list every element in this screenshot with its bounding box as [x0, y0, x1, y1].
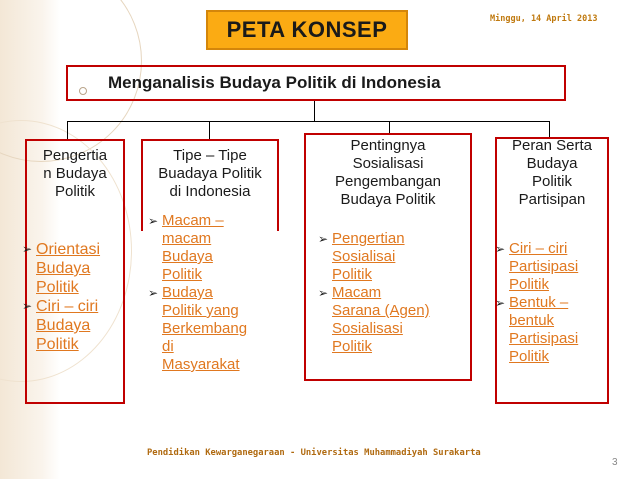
footer-text: Pendidikan Kewarganegaraan - Universitas Muhammadiyah Surakarta: [147, 448, 481, 458]
branch-heading-1: Pengertia n Budaya Politik: [42, 147, 108, 200]
page-number: 3: [612, 457, 618, 468]
title-box: [206, 10, 408, 50]
branch-heading-4: Peran Serta Budaya Politik Partisipan: [511, 137, 593, 208]
branch-heading-3: Pentingnya Sosialisasi Pengembangan Budaya Politik: [335, 137, 441, 208]
connector-trunk: [314, 101, 315, 121]
connector-branch: [67, 121, 68, 139]
branch-item[interactable]: ➢ Macam Sarana (Agen) Sosialisasi Politik: [318, 284, 470, 356]
branch-items-2: [148, 212, 278, 374]
branch-items-1: [22, 240, 128, 354]
date-label: Minggu, 14 April 2013: [490, 14, 598, 24]
branch-items-4: [495, 240, 607, 366]
branch-item[interactable]: ➢ Pengertian Sosialisai Politik: [318, 230, 470, 284]
branch-items-3: [318, 230, 470, 356]
branch-item[interactable]: ➢ Bentuk – bentuk Partisipasi Politik: [495, 294, 607, 366]
branch-item[interactable]: ➢ Budaya Politik yang Berkembang di Masyarakat: [148, 284, 278, 374]
connector-branch: [209, 121, 210, 139]
connector-branch: [389, 121, 390, 133]
page-title: PETA KONSEP: [226, 17, 388, 42]
connector-bar: [67, 121, 550, 122]
branch-heading-2: Tipe – Tipe Buadaya Politik di Indonesia: [158, 147, 262, 200]
main-topic: Menganalisis Budaya Politik di Indonesia: [108, 73, 441, 92]
branch-item[interactable]: ➢ Ciri – ciri Partisipasi Politik: [495, 240, 607, 294]
branch-item[interactable]: ➢ Macam – macam Budaya Politik: [148, 212, 278, 284]
connector-branch: [549, 121, 550, 137]
main-topic-box: [66, 65, 566, 101]
branch-item[interactable]: ➢ Ciri – ciri Budaya Politik: [22, 297, 128, 354]
branch-item[interactable]: ➢ Orientasi Budaya Politik: [22, 240, 128, 297]
